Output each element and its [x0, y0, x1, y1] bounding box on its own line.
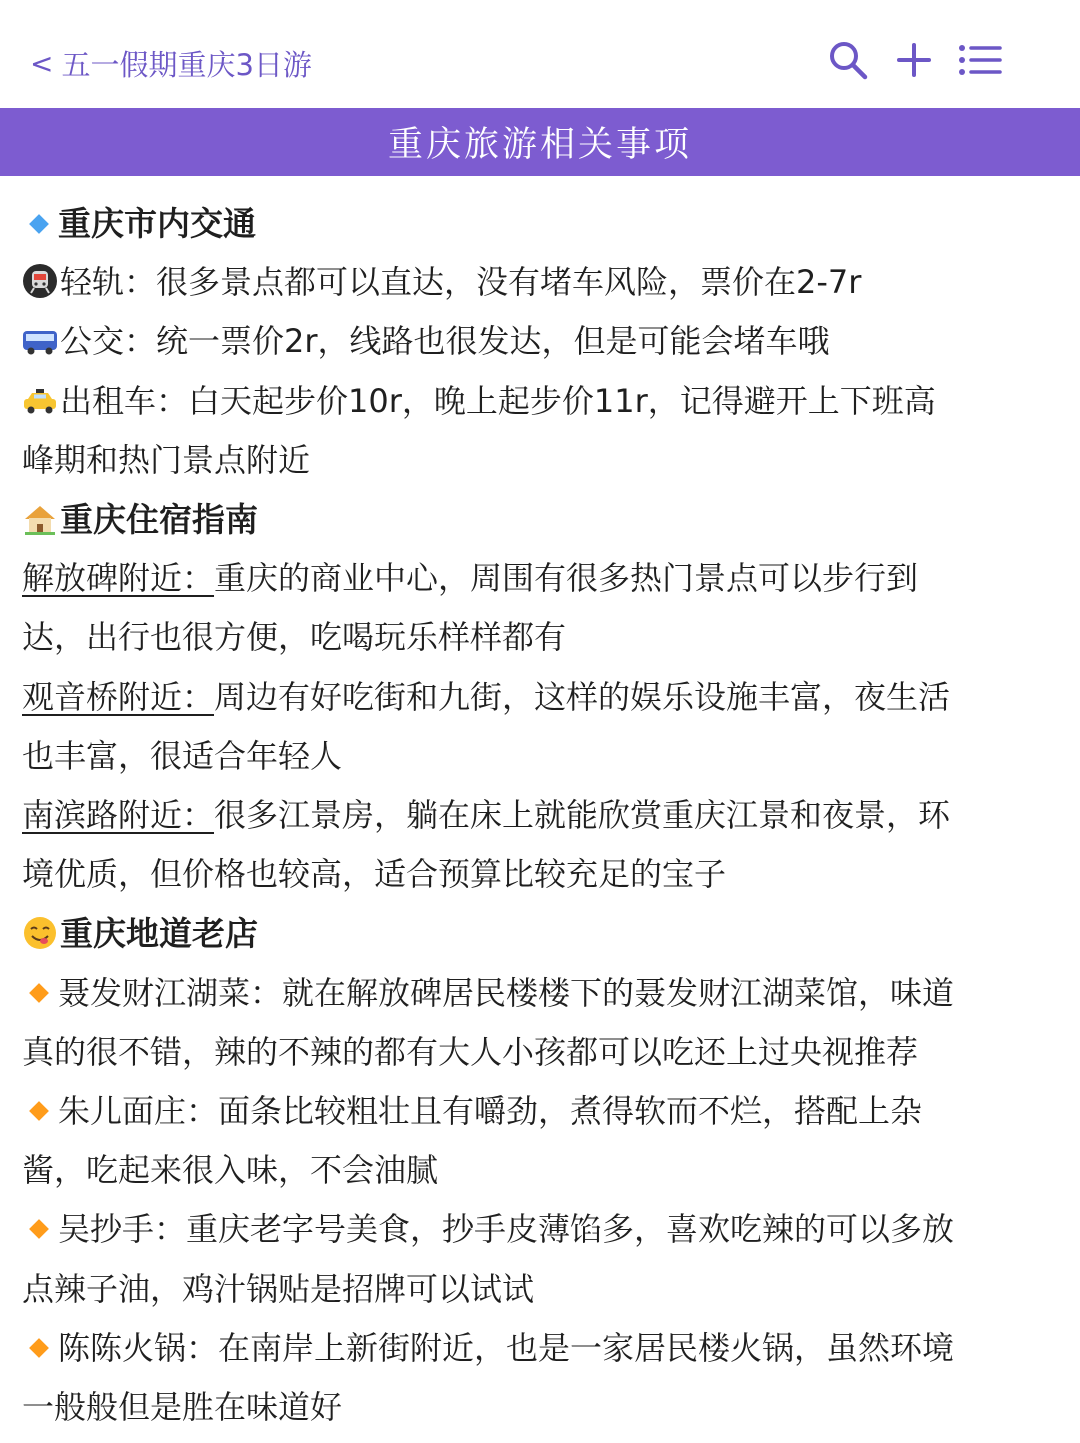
guanyinqiao-line: 观音桥附近：周边有好吃街和九街，这样的娱乐设施丰富，夜生活 — [22, 677, 951, 716]
taxi-icon — [22, 382, 58, 418]
taxi-line: 出租车：白天起步价10r，晚上起步价11r，记得避开上下班高 — [22, 372, 1058, 431]
jiefangbei-line: 解放碑附近：重庆的商业中心，周围有很多热门景点可以步行到 — [22, 559, 919, 598]
orange-diamond-icon — [29, 983, 49, 1003]
back-button[interactable] — [30, 40, 312, 86]
chenchen-line: 陈陈火锅：在南岸上新街附近，也是一家居民楼火锅，虽然环境 — [22, 1319, 1058, 1378]
page-title: 五一假期重庆3日游 — [61, 47, 312, 82]
chevron-left-icon: < — [30, 46, 54, 80]
blue-diamond-icon — [29, 214, 49, 234]
nanbinlu-line-cont: 境优质，但价格也较高，适合预算比较充足的宝子 — [22, 855, 727, 894]
zhuer-line: 朱儿面庄：面条比较粗壮且有嚼劲，煮得软而不烂，搭配上杂 — [22, 1082, 1058, 1141]
yum-face-icon — [22, 915, 58, 951]
section-banner: 重庆旅游相关事项 — [0, 108, 1080, 176]
guanyinqiao-line-cont: 也丰富，很适合年轻人 — [22, 736, 343, 775]
lodging-heading: 重庆住宿指南 — [22, 490, 1058, 549]
search-icon[interactable] — [826, 38, 870, 82]
niefacai-line: 聂发财江湖菜：就在解放碑居民楼楼下的聂发财江湖菜馆，味道 — [22, 964, 1058, 1023]
guanyinqiao-label: 观音桥附近： — [22, 677, 215, 716]
light-rail-line: 轻轨：很多景点都可以直达，没有堵车风险，票价在2-7r — [22, 253, 1058, 312]
chenchen-line-cont: 一般般但是胜在味道好 — [22, 1388, 343, 1427]
list-menu-icon[interactable] — [958, 38, 1002, 82]
transport-heading: 重庆市内交通 — [22, 194, 1058, 253]
food-heading: 重庆地道老店 — [22, 904, 1058, 963]
bus-line: 公交：统一票价2r，线路也很发达，但是可能会堵车哦 — [22, 312, 1058, 371]
nanbinlu-line: 南滨路附近：很多江景房，躺在床上就能欣赏重庆江景和夜景，环 — [22, 796, 951, 835]
orange-diamond-icon — [29, 1101, 49, 1121]
metro-icon — [22, 263, 58, 299]
zhuer-line-cont: 酱，吃起来很入味，不会油腻 — [22, 1151, 439, 1190]
top-nav-bar — [0, 0, 1080, 108]
wuchaoshou-line-cont: 点辣子油，鸡汁锅贴是招牌可以试试 — [22, 1269, 535, 1308]
niefacai-line-cont: 真的很不错，辣的不辣的都有大人小孩都可以吃还上过央视推荐 — [22, 1032, 919, 1071]
bus-icon — [22, 322, 58, 358]
jiefangbei-label: 解放碑附近： — [22, 559, 215, 598]
house-icon — [22, 501, 58, 537]
note-content — [22, 194, 1058, 1437]
taxi-line-cont: 峰期和热门景点附近 — [22, 440, 311, 479]
wuchaoshou-line: 吴抄手：重庆老字号美食，抄手皮薄馅多，喜欢吃辣的可以多放 — [22, 1200, 1058, 1259]
toolbar — [804, 38, 1002, 82]
plus-icon[interactable] — [892, 38, 936, 82]
nanbinlu-label: 南滨路附近： — [22, 796, 215, 835]
jiefangbei-line-cont: 达，出行也很方便，吃喝玩乐样样都有 — [22, 618, 567, 657]
orange-diamond-icon — [29, 1220, 49, 1240]
orange-diamond-icon — [29, 1338, 49, 1358]
